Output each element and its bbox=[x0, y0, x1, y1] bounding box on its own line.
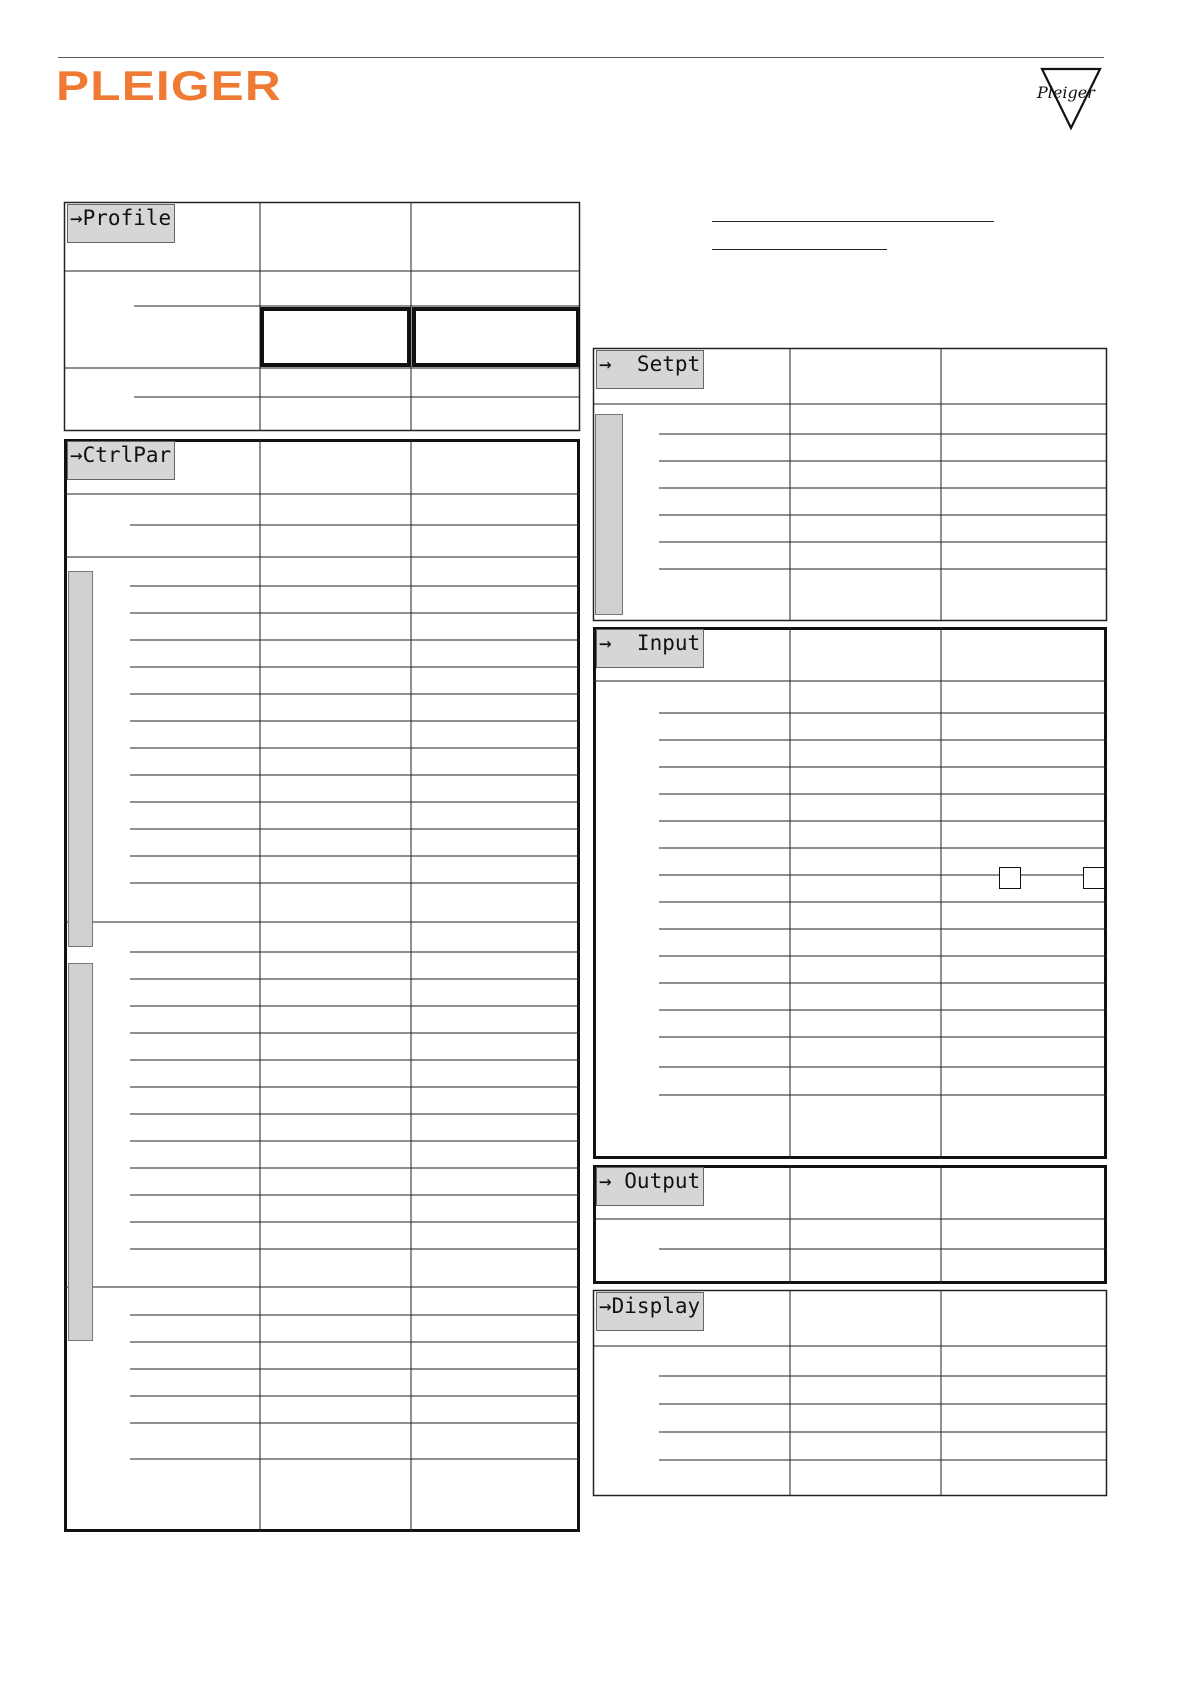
display-menu-label[interactable]: →Display bbox=[596, 1292, 704, 1331]
brand-logo: PLEIGER bbox=[56, 62, 282, 109]
ctrlpar-section bbox=[64, 439, 580, 1532]
display-section bbox=[593, 1290, 1107, 1496]
setpt-menu-label[interactable]: → Setpt bbox=[596, 350, 704, 389]
input-checkbox-2[interactable] bbox=[1083, 867, 1105, 889]
header-rule bbox=[58, 57, 1104, 58]
ctrlpar-group-bar-2 bbox=[68, 963, 93, 1341]
input-section bbox=[593, 627, 1107, 1159]
setpt-group-bar bbox=[595, 414, 623, 615]
profile-menu-label[interactable]: →Profile bbox=[67, 204, 175, 243]
logo-mark-text: Pleiger bbox=[1037, 83, 1095, 102]
profile-section bbox=[64, 202, 580, 431]
ctrlpar-grid bbox=[64, 439, 580, 1532]
output-menu-label[interactable]: → Output bbox=[596, 1167, 704, 1206]
output-section bbox=[593, 1165, 1107, 1284]
note-line-2 bbox=[712, 249, 887, 250]
pleiger-triangle-logo-icon bbox=[1036, 66, 1106, 132]
setpt-section bbox=[593, 348, 1107, 621]
input-grid bbox=[593, 627, 1107, 1159]
input-checkbox-1[interactable] bbox=[999, 867, 1021, 889]
ctrlpar-menu-label[interactable]: →CtrlPar bbox=[67, 441, 175, 480]
input-menu-label[interactable]: → Input bbox=[596, 629, 704, 668]
note-line-1 bbox=[712, 221, 994, 222]
ctrlpar-group-bar-1 bbox=[68, 571, 93, 947]
